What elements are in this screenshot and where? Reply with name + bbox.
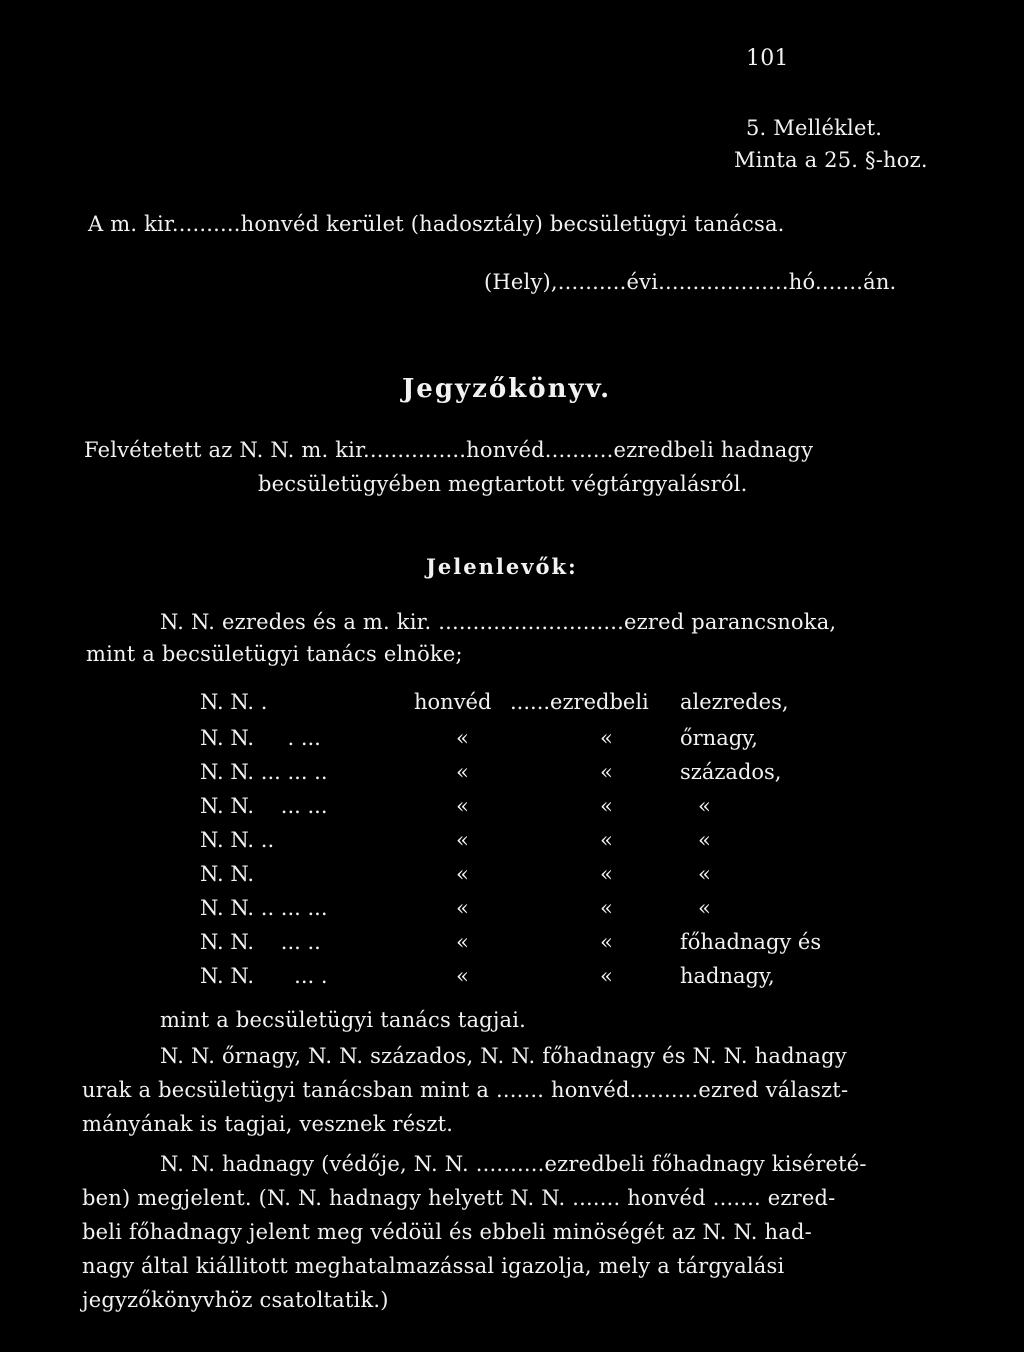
member-name: N. N. xyxy=(200,862,255,886)
paragraph-line: N. N. hadnagy (védője, N. N. ..........ezredbeli főhadnagy kiséreté- xyxy=(160,1152,867,1176)
member-unit: ......ezredbeli xyxy=(510,690,649,714)
member-unit: « xyxy=(600,794,613,818)
member-rank: főhadnagy és xyxy=(680,930,822,954)
paragraph-line: urak a becsületügyi tanácsban mint a ....... honvéd..........ezred választ- xyxy=(82,1078,849,1102)
member-unit: « xyxy=(600,760,613,784)
member-rank: « xyxy=(698,896,711,920)
member-rank: « xyxy=(698,828,711,852)
member-name: N. N. ... . xyxy=(200,964,328,988)
member-rank: őrnagy, xyxy=(680,726,758,750)
council-heading: A m. kir..........honvéd kerület (hadosztály) becsületügyi tanácsa. xyxy=(88,212,785,236)
chairman-line-2: mint a becsületügyi tanács elnöke; xyxy=(86,642,463,666)
member-unit: « xyxy=(600,862,613,886)
member-corps: « xyxy=(456,828,469,852)
member-unit: « xyxy=(600,726,613,750)
present-heading: Jelenlevők: xyxy=(426,554,578,579)
paragraph-line: jegyzőkönyvhöz csatoltatik.) xyxy=(82,1288,389,1312)
member-name: N. N. ... ... .. xyxy=(200,760,328,784)
member-corps: honvéd xyxy=(414,690,492,714)
paragraph-line: ben) megjelent. (N. N. hadnagy helyett N. N. ....... honvéd ....... ezred- xyxy=(82,1186,836,1210)
member-unit: « xyxy=(600,930,613,954)
chairman-line-1: N. N. ezredes és a m. kir. ...........................ezred parancsnoka, xyxy=(160,610,837,634)
member-rank: hadnagy, xyxy=(680,964,775,988)
member-corps: « xyxy=(456,862,469,886)
appendix-template: Minta a 25. §-hoz. xyxy=(734,148,928,172)
member-rank: alezredes, xyxy=(680,690,789,714)
member-corps: « xyxy=(456,726,469,750)
subtitle-line-1: Felvétetett az N. N. m. kir...............honvéd..........ezredbeli hadnagy xyxy=(84,438,814,462)
member-name: N. N. ... .. xyxy=(200,930,321,954)
member-name: N. N. . xyxy=(200,690,268,714)
member-rank: « xyxy=(698,862,711,886)
document-title: Jegyzőkönyv. xyxy=(402,374,612,404)
paragraph-line: nagy által kiállitott meghatalmazással igazolja, mely a tárgyalási xyxy=(82,1254,785,1278)
member-rank: százados, xyxy=(680,760,782,784)
page-number: 101 xyxy=(746,46,789,71)
member-corps: « xyxy=(456,794,469,818)
member-corps: « xyxy=(456,896,469,920)
members-closing: mint a becsületügyi tanács tagjai. xyxy=(160,1008,527,1032)
member-name: N. N. .. xyxy=(200,828,275,852)
member-corps: « xyxy=(456,930,469,954)
paragraph-line: mányának is tagjai, vesznek részt. xyxy=(82,1112,454,1136)
member-corps: « xyxy=(456,964,469,988)
member-name: N. N. .. ... ... xyxy=(200,896,328,920)
paragraph-line: N. N. őrnagy, N. N. százados, N. N. főhadnagy és N. N. hadnagy xyxy=(160,1044,847,1068)
paragraph-line: beli főhadnagy jelent meg védöül és ebbeli minöségét az N. N. had- xyxy=(82,1220,812,1244)
member-unit: « xyxy=(600,964,613,988)
member-rank: « xyxy=(698,794,711,818)
subtitle-line-2: becsületügyében megtartott végtárgyalásról. xyxy=(258,472,748,496)
member-unit: « xyxy=(600,828,613,852)
member-unit: « xyxy=(600,896,613,920)
appendix-label: 5. Melléklet. xyxy=(746,116,883,140)
member-name: N. N. . ... xyxy=(200,726,321,750)
member-corps: « xyxy=(456,760,469,784)
member-name: N. N. ... ... xyxy=(200,794,328,818)
place-date-line: (Hely),..........évi...................hó.......án. xyxy=(484,270,897,294)
